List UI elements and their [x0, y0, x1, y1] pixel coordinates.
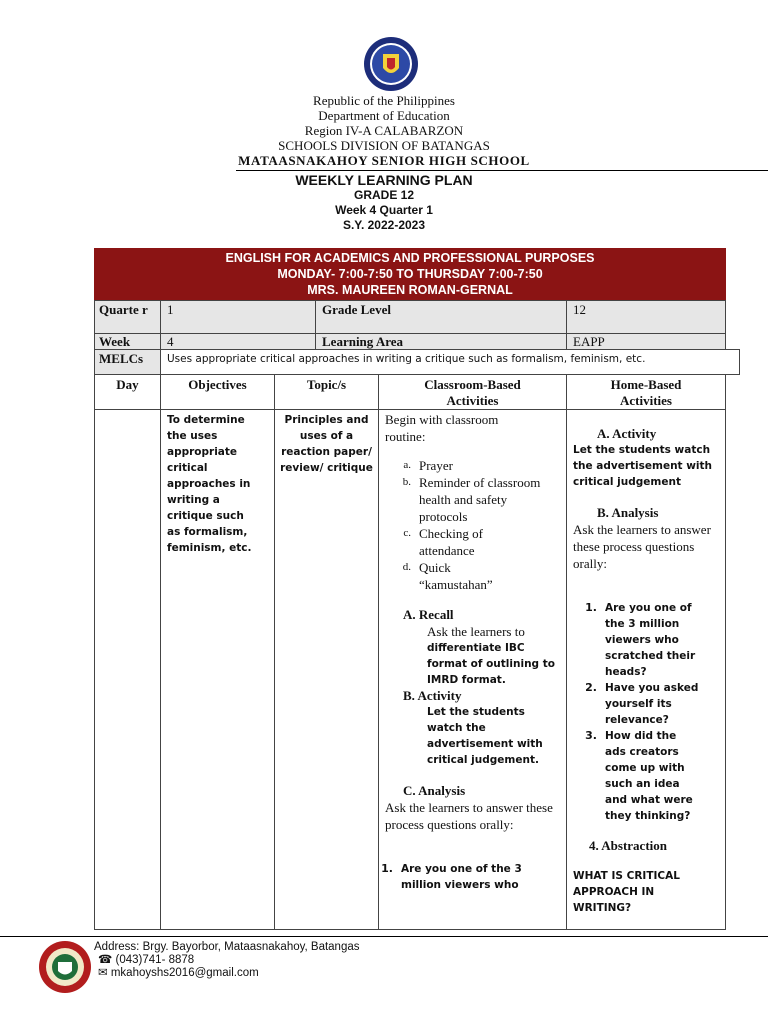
header-line-4: SCHOOLS DIVISION OF BATANGAS [278, 138, 490, 153]
classroom-intro: Begin with classroom routine: [385, 412, 499, 444]
day-cell [94, 409, 161, 930]
mail-icon: ✉ [98, 967, 108, 979]
col-classroom: Classroom-Based Activities [378, 374, 567, 410]
col-home: Home-Based Activities [566, 374, 726, 410]
routine-item: c. Checking of attendance [403, 526, 483, 558]
topics-cell [274, 409, 379, 930]
recall-body: Ask the learners to differentiate IBC format of outlining to IMRD format. [427, 624, 555, 686]
learning-area-value-cell [566, 333, 726, 350]
classroom-question: 1. Are you one of the 3 million viewers who [381, 862, 522, 891]
what-is-heading: WHAT IS CRITICAL APPROACH IN WRITING? [573, 870, 680, 914]
activity-heading: B. Activity [403, 688, 462, 703]
subject-banner [94, 248, 726, 300]
home-cell [566, 409, 726, 930]
home-question: 2. Have you asked yourself its relevance? [585, 681, 699, 726]
analysis-heading: C. Analysis [403, 783, 466, 798]
footer-email[interactable]: mkahoyshs2016@gmail.com [110, 967, 259, 979]
quarter-label: Quarte r [99, 302, 148, 317]
quarter-value-cell [160, 300, 316, 334]
deped-seal-logo [354, 36, 428, 92]
melcs-value-cell [160, 349, 740, 375]
abstraction-heading: 4. Abstraction [589, 838, 667, 853]
col-topics: Topic/s [274, 374, 379, 410]
header-rule [236, 170, 768, 171]
grade-level-label-cell [315, 300, 567, 334]
plan-title: WEEKLY LEARNING PLAN [295, 172, 473, 188]
school-name: MATAASNAKAHOY SENIOR HIGH SCHOOL [238, 153, 530, 168]
home-question: 1. Are you one of the 3 million viewers who scratched their heads? [585, 601, 696, 678]
footer-phone: (043)741- 8878 [115, 954, 195, 966]
home-analysis-heading: B. Analysis [597, 505, 659, 520]
grade-level-label: Grade Level [322, 302, 391, 317]
col-day: Day [94, 374, 161, 410]
objectives-cell [160, 409, 275, 930]
header-line-2: Department of Education [318, 108, 450, 123]
home-questions [567, 600, 725, 824]
analysis-text: Ask the learners to answer these process questions orally: [385, 800, 553, 832]
grade-level-value: 12 [573, 302, 586, 317]
learning-area-label-cell [315, 333, 567, 350]
learning-plan-table [94, 248, 726, 930]
week-value: 4 [167, 334, 174, 349]
banner-teacher: MRS. MAUREEN ROMAN-GERNAL [307, 283, 513, 297]
recall-heading: A. Recall [403, 607, 454, 622]
phone-icon: ☎ [98, 954, 113, 966]
topic-text: Principles and uses of a reaction paper/ review/ critique [280, 414, 373, 474]
week-label: Week [99, 334, 131, 349]
quarter-label-cell [94, 300, 161, 334]
header-line-1: Republic of the Philippines [313, 93, 455, 108]
home-activity-text: Let the students watch the advertisement with critical judgement [573, 444, 713, 488]
routine-item: a. Prayer [403, 458, 453, 473]
routine-item: b. Reminder of classroom health and safety protocols [402, 475, 541, 524]
melcs-label-cell [94, 349, 161, 375]
home-analysis-text: Ask the learners to answer these process questions orally: [573, 522, 711, 571]
quarter-value: 1 [167, 302, 174, 317]
home-question: 3. How did the ads creators come up with such an idea and what were they thinking? [585, 729, 693, 822]
col-objectives: Objectives [160, 374, 275, 410]
school-seal-logo [36, 940, 94, 994]
melcs-label: MELCs [99, 351, 144, 366]
plan-week-quarter: Week 4 Quarter 1 [335, 203, 433, 217]
footer-email-row [98, 967, 259, 980]
header-line-3: Region IV-A CALABARZON [304, 123, 464, 138]
learning-area-label: Learning Area [322, 334, 404, 349]
activity-text: Let the students watch the advertisement with critical judgement. [427, 706, 543, 766]
melcs-value: Uses appropriate critical approaches in writing a critique such as formalism, feminism, etc. [167, 353, 646, 365]
learning-area-value: EAPP [573, 334, 605, 349]
objectives-text: To determine the uses appropriate critical approaches in writing a critique such as formalism, feminism, etc. [167, 414, 252, 554]
banner-schedule: MONDAY- 7:00-7:50 TO THURSDAY 7:00-7:50 [277, 267, 543, 281]
week-label-cell [94, 333, 161, 350]
home-activity-heading: A. Activity [597, 426, 657, 441]
plan-grade: GRADE 12 [353, 188, 415, 202]
routine-list [379, 457, 566, 593]
classroom-cell [378, 409, 567, 930]
footer-rule [0, 936, 768, 937]
footer-phone-row [98, 954, 194, 967]
banner-subject: ENGLISH FOR ACADEMICS AND PROFESSIONAL PURPOSES [225, 251, 595, 265]
week-value-cell [160, 333, 316, 350]
footer-address: Address: Brgy. Bayorbor, Mataasnakahoy, Batangas [94, 941, 360, 953]
grade-level-value-cell [566, 300, 726, 334]
plan-school-year: S.Y. 2022-2023 [342, 218, 426, 232]
routine-item: d. Quick “kamustahan” [402, 560, 493, 592]
